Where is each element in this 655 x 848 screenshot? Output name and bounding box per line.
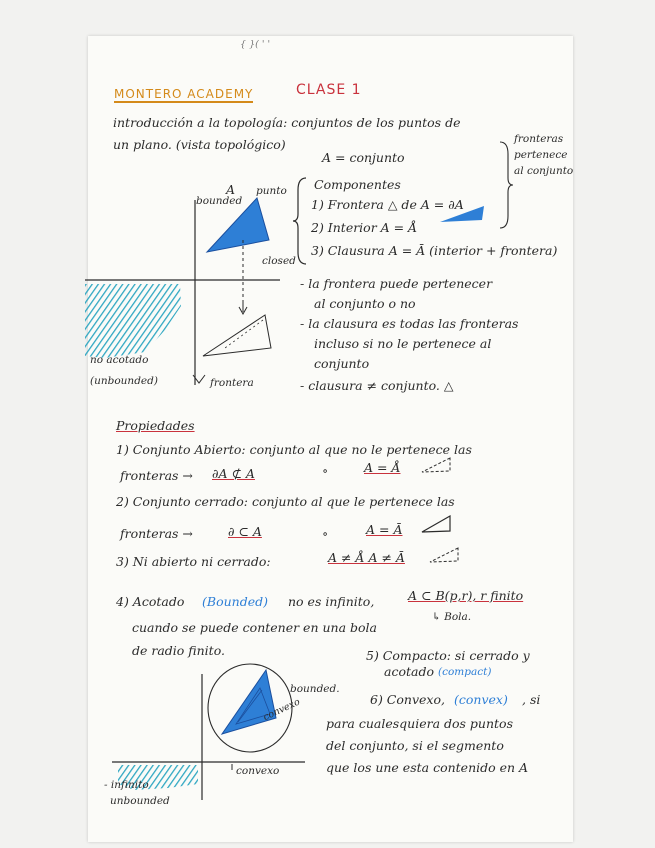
figure2-label-infinito: - infinito [104,779,149,791]
intro-line-1: introducción a la topología: conjuntos de los puntos de [113,115,461,130]
property-2-line-2: fronteras → [120,526,193,541]
property-2-line-1: 2) Conjunto cerrado: conjunto al que le pertenece las [116,494,455,509]
property-4-bola: ↳ Bola. [432,611,472,623]
class-title: CLASE 1 [296,82,362,98]
top-scribble: { }( ' ' [240,39,271,50]
side-note-2: pertenece [514,149,568,161]
academy-title: MONTERO ACADEMY [114,87,254,101]
side-note-1: fronteras [514,133,564,145]
component-frontera: 1) Frontera △ de A = ∂A [311,197,464,212]
property-1-line-2: fronteras → [120,468,193,483]
note-3: - la clausura es todas las fronteras [300,316,519,331]
neither-triangle-icon [428,546,460,564]
property-4-formula: A ⊂ B(p,r), r finito [408,588,524,603]
figure1-label-frontera: frontera [210,377,254,389]
figure1-label-A: A [226,182,236,197]
open-set-triangle-icon [420,456,452,474]
intro-line-2: un plano. (vista topológico) [113,137,286,152]
figure1-label-bounded: bounded [196,195,243,207]
property-5-compact: (compact) [438,666,492,678]
property-1-line-1: 1) Conjunto Abierto: conjunto al que no le pertenece las [116,442,472,457]
note-1: - la frontera puede pertenecer [300,276,493,291]
side-note-3: al conjunto [514,165,574,177]
property-4-line-3: de radio finito. [132,643,225,658]
property-5-line-1: 5) Compacto: si cerrado y [366,648,530,663]
property-4-label: 4) Acotado [116,594,185,609]
note-6: - clausura ≠ conjunto. △ [300,378,454,393]
bullet-1: ∘ [322,463,329,478]
property-4-bounded: (Bounded) [202,594,268,609]
figure1-label-closed: closed [262,255,296,267]
note-2: al conjunto o no [314,296,416,311]
figure2-label-convexo: convexo [236,765,280,777]
side-brace [498,140,514,230]
property-6-line-3: del conjunto, si el segmento [326,738,504,753]
figure2-label-unbounded: unbounded [110,795,170,807]
bullet-2: ∘ [322,526,329,541]
properties-title: Propiedades [116,418,195,433]
figure1-label-no-acotado: no acotado [90,354,149,366]
property-2-equation: A = Ā [366,522,403,537]
note-4: incluso si no le pertenece al [314,336,492,351]
component-interior: 2) Interior A = Å [311,220,418,235]
property-6-line-4: que los une esta contenido en A [326,760,529,775]
closed-set-triangle-icon [420,514,452,534]
figure2-label-bounded: bounded. [290,683,340,695]
figure2-label-convexo-inner: convexo [261,696,302,724]
note-5: conjunto [314,356,370,371]
interior-triangle-icon [436,204,486,224]
property-6-line-2: para cualesquiera dos puntos [326,716,513,731]
property-2-formula: ∂ ⊂ A [228,524,262,539]
property-6-convex: (convex) [454,692,508,707]
property-6-si: , si [522,692,541,707]
property-3-line: 3) Ni abierto ni cerrado: [116,554,271,569]
property-1-formula: ∂A ⊄ A [212,466,255,481]
property-6-label: 6) Convexo, [370,692,445,707]
property-4-not-infinite: no es infinito, [288,594,375,609]
components-brace [292,176,312,266]
set-definition: A = conjunto [322,150,405,165]
components-title: Componentes [314,177,401,192]
component-clausura: 3) Clausura A = Ā (interior + frontera) [311,243,558,258]
figure1-label-punto: punto [256,185,287,197]
property-4-line-2: cuando se puede contener en una bola [132,620,377,635]
property-5-acotado: acotado [384,664,434,679]
property-3-formula: A ≠ Å A ≠ Ā [328,550,405,565]
figure1-label-unbounded: (unbounded) [90,375,158,387]
property-1-equation: A = Å [364,460,401,475]
